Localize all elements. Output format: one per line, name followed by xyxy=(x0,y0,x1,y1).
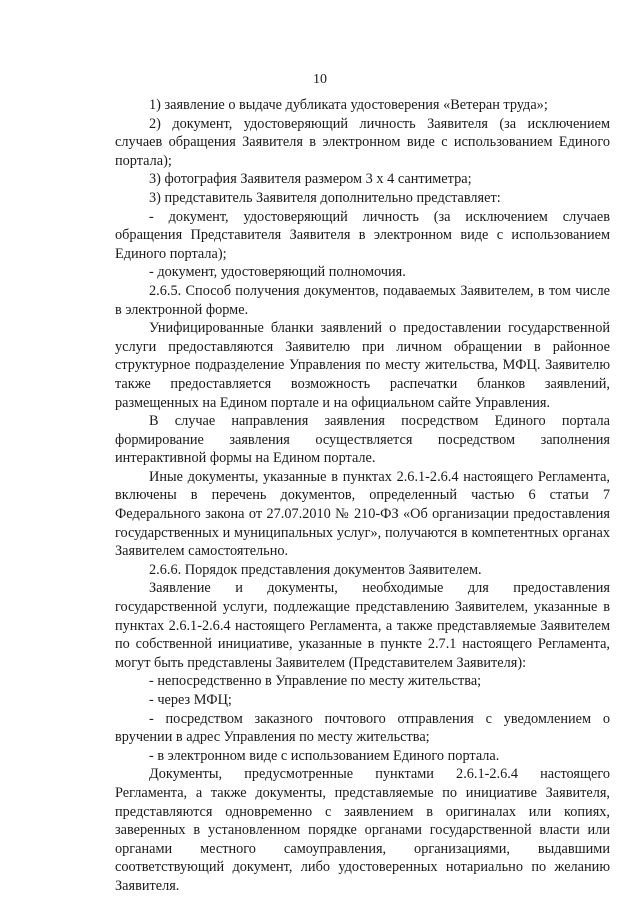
section-2-6-5-heading: 2.6.5. Способ получения документов, подаваемых Заявителем, в том числе в электронной форме. xyxy=(115,282,610,318)
paragraph-other-documents: Иные документы, указанные в пунктах 2.6.1-2.6.4 настоящего Регламента, включены в перечень документов, определенный частью 6 статьи 7 Федерального закона от 27.07.2010 № 210-ФЗ «Об организации предоставления государственных и муниципальных услуг», получаются в компетентных органах Заявителем самостоятельно. xyxy=(115,468,610,560)
paragraph-portal-submission: В случае направления заявления посредством Единого портала формирование заявления осуществляется посредством заполнения интерактивной формы на Едином портале. xyxy=(115,413,610,467)
paragraph-list-item-2: 2) документ, удостоверяющий личность Заявителя (за исключением случаев обращения Заявителя в электронном виде с использованием Единого портала); xyxy=(115,115,610,169)
paragraph-representative: 3) представитель Заявителя дополнительно представляет: xyxy=(149,189,501,206)
paragraph-list-item-1: 1) заявление о выдаче дубликата удостоверения «Ветеран труда»; xyxy=(149,97,548,113)
section-2-6-6-heading: 2.6.6. Порядок представления документов Заявителем. xyxy=(149,561,482,578)
paragraph-list-item-3: 3) фотография Заявителя размером 3 х 4 сантиметра; xyxy=(149,171,472,188)
paragraph-unified-forms: Унифицированные бланки заявлений о предоставлении государственной услуги предоставляются Заявителю при личном обращении в районное структурное подразделение Управления по месту жительства, МФЦ. Заявителю также предоставляется возможность распечатки бланков заявлений, размещенных на Едином портале и на официальном сайте Управления. xyxy=(115,320,610,411)
page-number: 10 xyxy=(313,72,327,87)
paragraph-dash-mail: - посредством заказного почтового отправления с уведомлением о вручении в адрес Управления по месту жительства; xyxy=(115,710,610,746)
paragraph-dash-electronic: - в электронном виде с использованием Единого портала. xyxy=(149,747,500,764)
paragraph-dash-directly: - непосредственно в Управление по месту жительства; xyxy=(149,673,482,690)
paragraph-documents-originals: Документы, предусмотренные пунктами 2.6.1-2.6.4 настоящего Регламента, а также документы, представляемые по инициативе Заявителя, представляются одновременно с заявлением в оригиналах или копиях, заверенных в установленном порядке органами государственной власти или органами местного самоуправления, организациями, выдавшими соответствующий документ, либо удостоверенных нотариально по желанию Заявителя. xyxy=(115,766,610,894)
paragraph-dash-identity: - документ, удостоверяющий личность (за исключением случаев обращения Представителя Заявителя в электронном виде с использованием Единого портала); xyxy=(115,208,610,262)
paragraph-dash-authority: - документ, удостоверяющий полномочия. xyxy=(149,264,406,281)
paragraph-submission-ways: Заявление и документы, необходимые для предоставления государственной услуги, подлежащие представлению Заявителем, указанные в пунктах 2.6.1-2.6.4 настоящего Регламента, а также представляемые Заявителем по собственной инициативе, указанные в пункте 2.7.1 настоящего Регламента, могут быть представлены Заявителем (Представителем Заявителя): xyxy=(115,580,610,671)
paragraph-dash-mfc: - через МФЦ; xyxy=(149,692,232,708)
document-body xyxy=(115,96,610,896)
